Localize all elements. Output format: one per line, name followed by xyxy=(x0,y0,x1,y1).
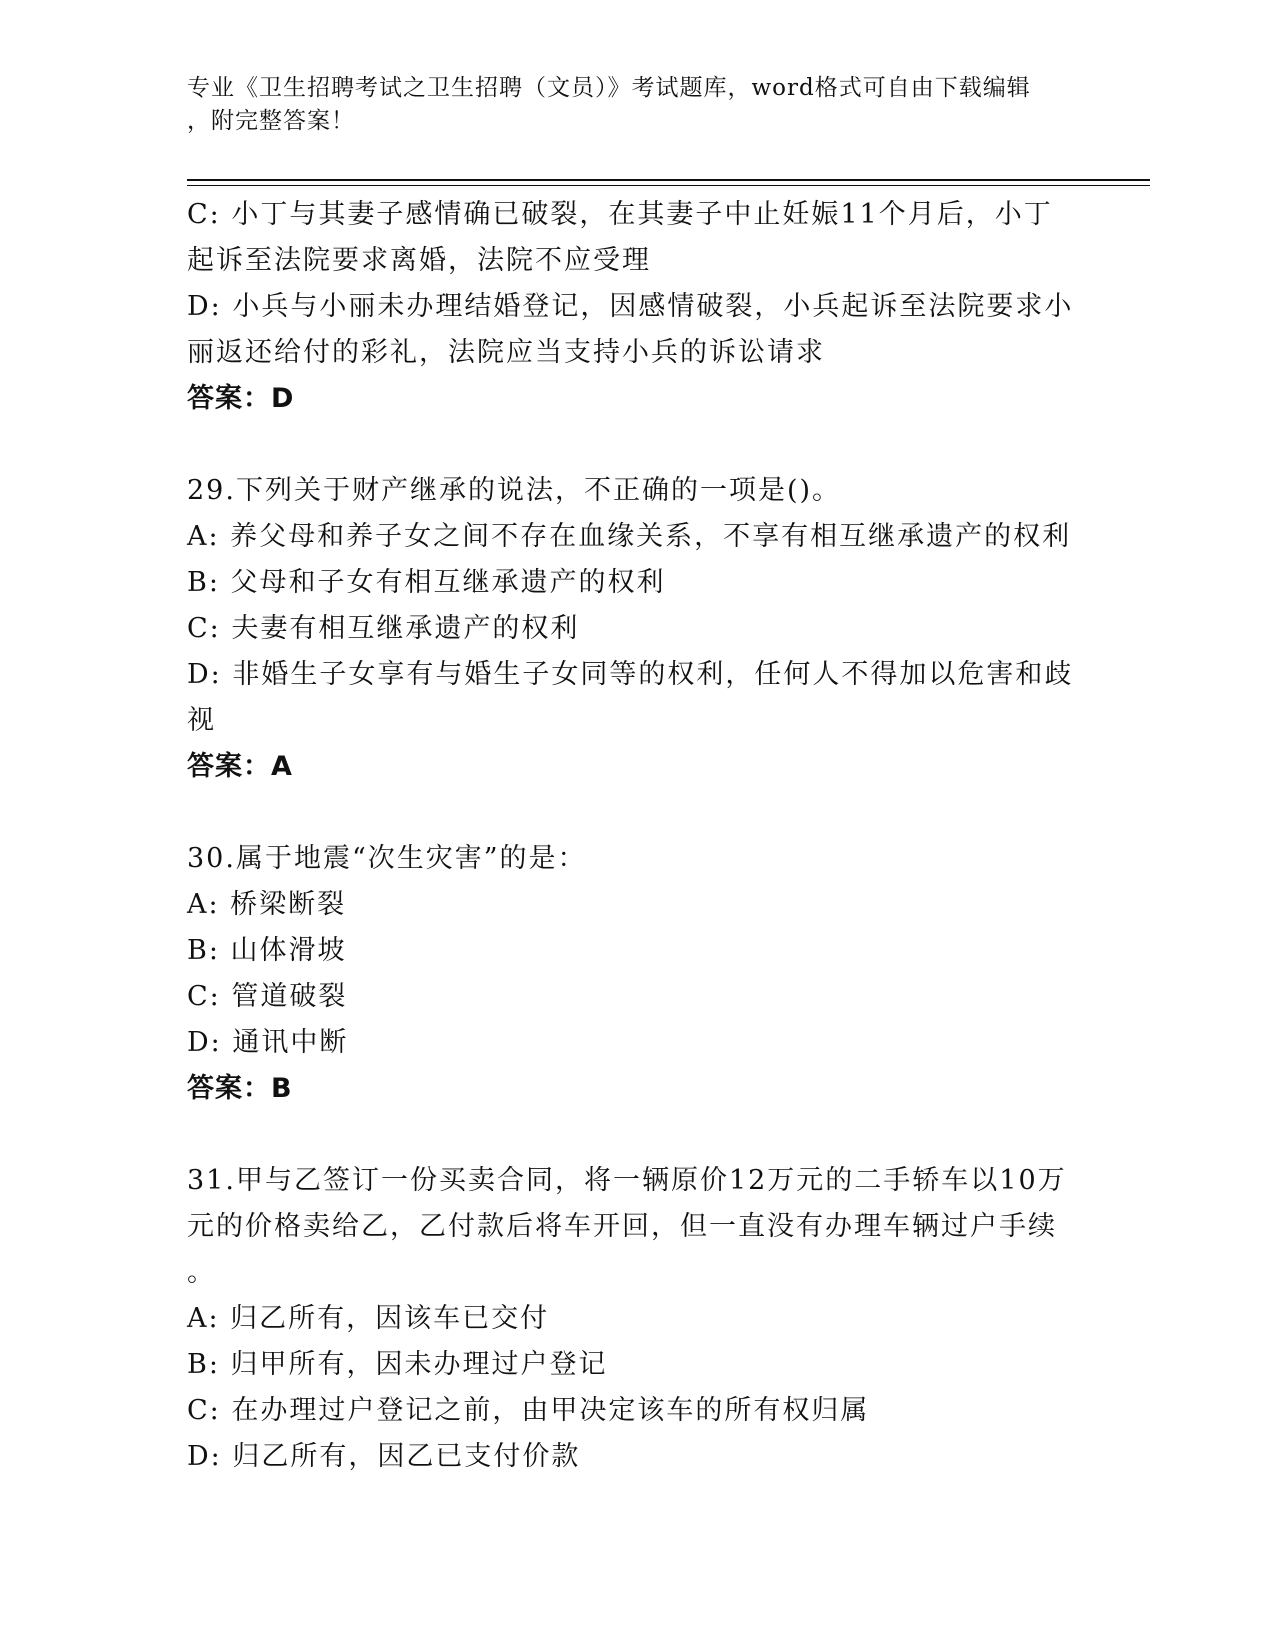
q28-option-c-line-2: 起诉至法院要求离婚，法院不应受理 xyxy=(187,245,651,276)
q29-answer: 答案：A xyxy=(187,751,293,782)
q29-option-a: A: 养父母和养子女之间不存在血缘关系，不享有相互继承遗产的权利 xyxy=(187,521,1072,552)
header-line-2: ，附完整答案！ xyxy=(187,108,355,134)
q31-stem-line-3: 。 xyxy=(187,1257,216,1288)
q29-option-d-line-2: 视 xyxy=(187,705,216,736)
q29-option-c: C: 夫妻有相互继承遗产的权利 xyxy=(187,613,580,644)
q30-option-a: A: 桥梁断裂 xyxy=(187,889,347,920)
q30-stem: 30.属于地震“次生灾害”的是： xyxy=(187,843,587,874)
q31-option-a: A: 归乙所有，因该车已交付 xyxy=(187,1303,550,1334)
question-content xyxy=(187,192,1087,1480)
header-divider-thin xyxy=(187,185,1150,186)
q28-option-c-line-1: C: 小丁与其妻子感情确已破裂，在其妻子中止妊娠11个月后，小丁 xyxy=(187,199,1053,230)
q30-answer: 答案：B xyxy=(187,1073,293,1104)
q31-stem-line-1: 31.甲与乙签订一份买卖合同，将一辆原价12万元的二手轿车以10万 xyxy=(187,1165,1067,1196)
q28-option-d-line-1: D: 小兵与小丽未办理结婚登记，因感情破裂，小兵起诉至法院要求小 xyxy=(187,291,1074,322)
q28-option-d-line-2: 丽返还给付的彩礼，法院应当支持小兵的诉讼请求 xyxy=(187,337,825,368)
q31-stem-line-2: 元的价格卖给乙，乙付款后将车开回，但一直没有办理车辆过户手续 xyxy=(187,1211,1057,1242)
q30-option-c: C: 管道破裂 xyxy=(187,981,348,1012)
header-line-1: 专业《卫生招聘考试之卫生招聘（文员）》考试题库，word格式可自由下载编辑 xyxy=(187,75,1031,101)
spacer xyxy=(187,1112,1087,1158)
q29-option-d-line-1: D: 非婚生子女享有与婚生子女同等的权利，任何人不得加以危害和歧 xyxy=(187,659,1074,690)
q28-answer: 答案：D xyxy=(187,383,295,414)
q29-stem: 29.下列关于财产继承的说法，不正确的一项是()。 xyxy=(187,475,842,506)
q30-option-b: B: 山体滑坡 xyxy=(187,935,347,966)
document-header xyxy=(187,72,1067,138)
spacer xyxy=(187,790,1087,836)
q29-option-b: B: 父母和子女有相互继承遗产的权利 xyxy=(187,567,666,598)
header-divider-thick xyxy=(187,179,1150,181)
q30-option-d: D: 通讯中断 xyxy=(187,1027,349,1058)
q31-option-c: C: 在办理过户登记之前，由甲决定该车的所有权归属 xyxy=(187,1395,870,1426)
spacer xyxy=(187,422,1087,468)
q31-option-d: D: 归乙所有，因乙已支付价款 xyxy=(187,1441,581,1472)
q31-option-b: B: 归甲所有，因未办理过户登记 xyxy=(187,1349,608,1380)
